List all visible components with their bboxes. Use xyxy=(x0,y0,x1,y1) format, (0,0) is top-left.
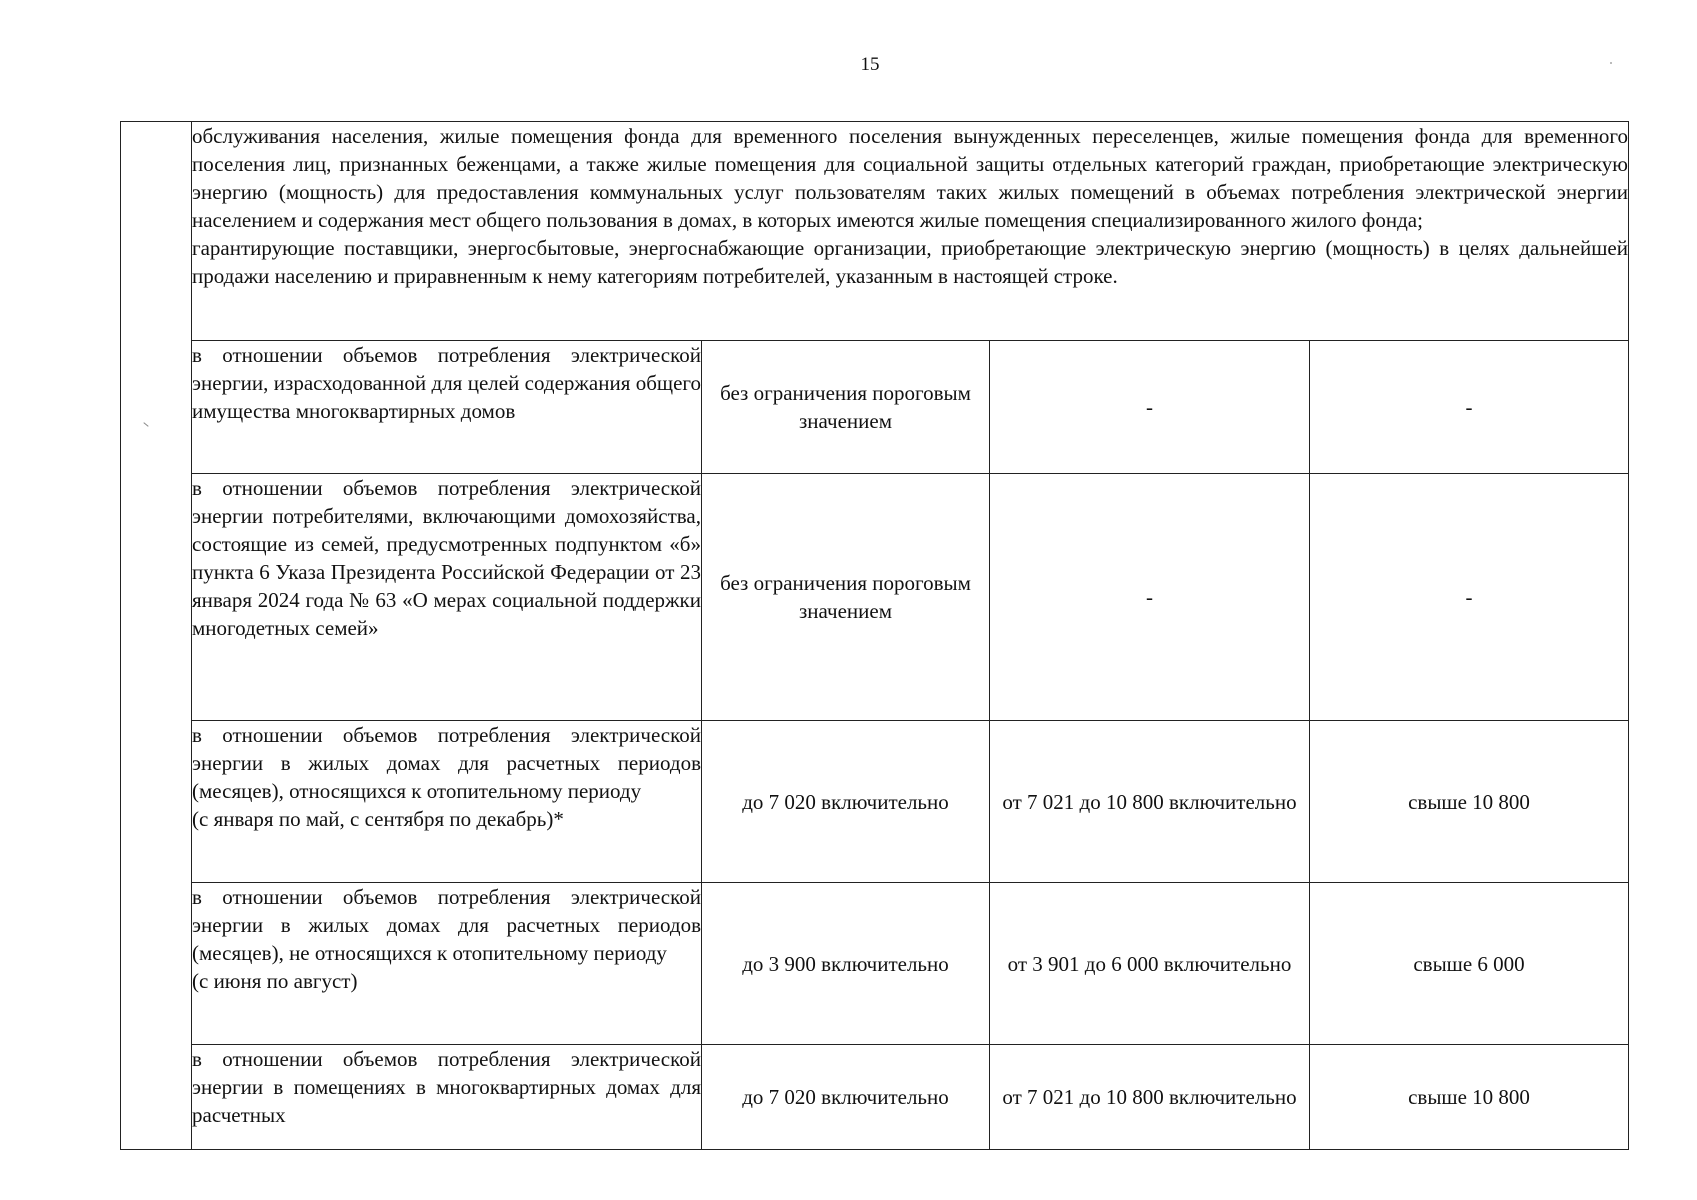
row-description: в отношении объемов потребления электрической энергии в жилых домах для расчетных периодов (месяцев), не относящихся к отопительному периоду (с июня по август) xyxy=(192,883,702,1045)
range-low: до 3 900 включительно xyxy=(702,883,990,1045)
range-high: - xyxy=(1310,341,1629,474)
range-mid: - xyxy=(990,341,1310,474)
range-mid: от 7 021 до 10 800 включительно xyxy=(990,1045,1310,1150)
table-row xyxy=(121,474,1629,721)
row-description-tail: (с января по май, с сентября по декабрь)* xyxy=(192,807,564,831)
intro-cell xyxy=(192,122,1629,341)
row-description: в отношении объемов потребления электрической энергии, израсходованной для целей содержания общего имущества многоквартирных домов xyxy=(192,341,702,474)
range-low: без ограничения пороговым значением xyxy=(702,341,990,474)
table-row xyxy=(121,883,1629,1045)
range-mid: - xyxy=(990,474,1310,721)
row-description: в отношении объемов потребления электрической энергии в жилых домах для расчетных периодов (месяцев), относящихся к отопительному периоду (с января по май, с сентября по декабрь)* xyxy=(192,721,702,883)
range-low: до 7 020 включительно xyxy=(702,721,990,883)
intro-paragraph-2: гарантирующие поставщики, энергосбытовые, энергоснабжающие организации, приобретающие электрическую энергию (мощность) в целях дальнейшей продажи населению и приравненным к нему категориям потребителей, указанным в настоящей строке. xyxy=(192,236,1628,288)
row-description: в отношении объемов потребления электрической энергии потребителями, включающими домохозяйства, состоящие из семей, предусмотренных подпунктом «б» пункта 6 Указа Президента Российской Федерации от 23 января 2024 года № 63 «О мерах социальной поддержки многодетных семей» xyxy=(192,474,702,721)
range-mid: от 3 901 до 6 000 включительно xyxy=(990,883,1310,1045)
range-low: без ограничения пороговым значением xyxy=(702,474,990,721)
row-number-column xyxy=(121,122,192,1150)
range-high: свыше 6 000 xyxy=(1310,883,1629,1045)
table-row xyxy=(121,721,1629,883)
table-row xyxy=(121,1045,1629,1150)
table-row xyxy=(121,341,1629,474)
range-high: свыше 10 800 xyxy=(1310,721,1629,883)
intro-paragraph-1: обслуживания населения, жилые помещения фонда для временного поселения вынужденных переселенцев, жилые помещения фонда для временного поселения лиц, признанных беженцами, а также жилые помещения для социальной защиты отдельных категорий граждан, приобретающие электрическую энергию (мощность) для предоставления коммунальных услуг пользователям таких жилых помещений в объемах потребления электрической энергии населением и содержания мест общего пользования в домах, в которых имеются жилые помещения специализированного жилого фонда; xyxy=(192,124,1628,232)
row-description: в отношении объемов потребления электрической энергии в помещениях в многоквартирных домах для расчетных xyxy=(192,1045,702,1150)
page-number: 15 xyxy=(860,54,880,75)
tariff-table xyxy=(120,121,1629,1150)
corner-dot xyxy=(1610,62,1612,64)
range-low: до 7 020 включительно xyxy=(702,1045,990,1150)
range-high: свыше 10 800 xyxy=(1310,1045,1629,1150)
range-high: - xyxy=(1310,474,1629,721)
row-description-tail: (с июня по август) xyxy=(192,969,358,993)
range-mid: от 7 021 до 10 800 включительно xyxy=(990,721,1310,883)
table-row-intro xyxy=(121,122,1629,341)
